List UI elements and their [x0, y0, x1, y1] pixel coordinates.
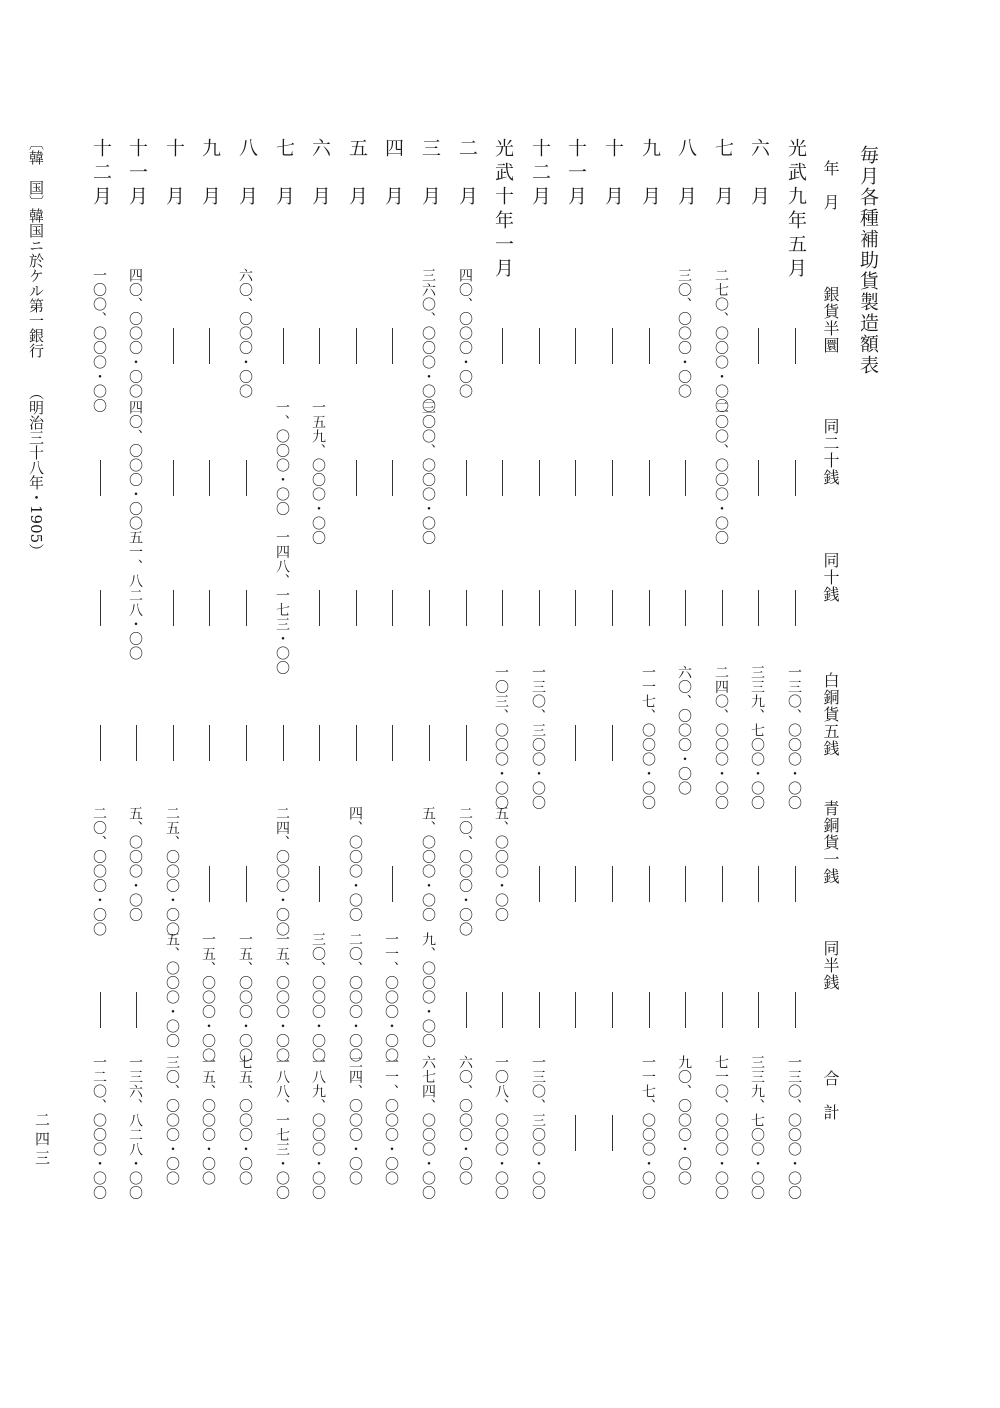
empty-cell-dash — [795, 590, 796, 626]
cell-total: 七一〇、〇〇〇・〇〇 — [713, 1055, 729, 1200]
empty-cell-dash — [649, 328, 650, 364]
empty-cell-dash — [392, 460, 393, 496]
empty-cell-dash — [795, 866, 796, 902]
row-month: 五 月 — [346, 138, 368, 210]
empty-cell-dash — [539, 866, 540, 902]
cell-total: 一二〇、〇〇〇・〇〇 — [91, 1055, 107, 1200]
empty-cell-dash — [649, 992, 650, 1028]
empty-cell-dash — [466, 725, 467, 761]
row-month: 十一月 — [565, 138, 587, 210]
cell-twenty: 四〇、〇〇〇・〇〇 — [127, 400, 143, 531]
cell-bronze-one: 五、〇〇〇・〇〇 — [127, 806, 143, 922]
cell-total: 一八八、一七三・〇〇 — [274, 1055, 290, 1200]
cell-total: 一八九、〇〇〇・〇〇 — [310, 1055, 326, 1200]
cell-bronze-one: 二五、〇〇〇・〇〇 — [164, 806, 180, 937]
empty-cell-dash — [649, 460, 650, 496]
cell-half-sen: 五、〇〇〇・〇〇 — [164, 932, 180, 1048]
cell-nickel-five: 一三〇、三〇〇・〇〇 — [530, 665, 546, 810]
cell-half-sen: 二〇、〇〇〇・〇〇 — [347, 932, 363, 1063]
empty-cell-dash — [283, 328, 284, 364]
empty-cell-dash — [612, 590, 613, 626]
empty-cell-dash — [100, 590, 101, 626]
empty-cell-dash — [685, 992, 686, 1028]
empty-cell-dash — [173, 460, 174, 496]
publication-date: （明治三十八年・1905） — [27, 385, 45, 559]
cell-ten: 五一、八二八・〇〇 — [127, 530, 143, 661]
cell-total: 三三九、七〇〇・〇〇 — [749, 1055, 765, 1200]
row-month: 十一月 — [126, 138, 148, 210]
row-month: 十 月 — [163, 138, 185, 210]
cell-twenty: 一五九、〇〇〇・〇〇 — [310, 400, 326, 545]
row-month: 光武十年一月 — [492, 138, 514, 282]
row-month: 八 月 — [675, 138, 697, 210]
cell-ten: 一四八、一七三・〇〇 — [274, 530, 290, 675]
cell-total: 一五、〇〇〇・〇〇 — [200, 1055, 216, 1186]
empty-cell-dash — [319, 590, 320, 626]
empty-cell-dash — [612, 992, 613, 1028]
cell-half-sen: 一五、〇〇〇・〇〇 — [237, 932, 253, 1063]
cell-silver-half: 二七〇、〇〇〇・〇〇 — [713, 268, 729, 413]
cell-total: 一一、〇〇〇・〇〇 — [383, 1055, 399, 1186]
row-month: 九 月 — [639, 138, 661, 210]
empty-cell-dash — [356, 460, 357, 496]
empty-cell-dash — [758, 866, 759, 902]
empty-cell-dash — [209, 590, 210, 626]
row-month: 九 月 — [199, 138, 221, 210]
header-year-month: 年 月 — [821, 160, 840, 211]
empty-cell-dash — [722, 992, 723, 1028]
empty-cell-dash — [466, 992, 467, 1028]
empty-cell-dash — [466, 460, 467, 496]
empty-cell-dash — [758, 328, 759, 364]
cell-silver-half: 六〇、〇〇〇・〇〇 — [237, 268, 253, 399]
empty-cell-dash — [356, 328, 357, 364]
empty-cell-dash — [356, 590, 357, 626]
empty-cell-dash — [722, 590, 723, 626]
empty-cell-dash — [612, 328, 613, 364]
cell-total: 一〇八、〇〇〇・〇〇 — [493, 1055, 509, 1200]
empty-cell-dash — [539, 328, 540, 364]
empty-cell-dash — [392, 590, 393, 626]
cell-total: 一三六、八二八・〇〇 — [127, 1055, 143, 1200]
cell-bronze-one: 二〇、〇〇〇・〇〇 — [91, 806, 107, 937]
empty-cell-dash — [319, 866, 320, 902]
empty-cell-dash — [246, 866, 247, 902]
empty-cell-dash — [575, 328, 576, 364]
empty-cell-dash — [100, 460, 101, 496]
cell-total: 一一七、〇〇〇・〇〇 — [640, 1055, 656, 1200]
cell-twenty: 一、〇〇〇・〇〇 — [274, 400, 290, 516]
cell-total: 九〇、〇〇〇・〇〇 — [676, 1055, 692, 1186]
empty-cell-dash — [539, 590, 540, 626]
empty-cell-dash — [575, 725, 576, 761]
cell-silver-half: 三〇、〇〇〇・〇〇 — [676, 268, 692, 399]
empty-cell-dash — [795, 992, 796, 1028]
cell-half-sen: 三〇、〇〇〇・〇〇 — [310, 932, 326, 1063]
empty-cell-dash — [575, 866, 576, 902]
empty-cell-dash — [795, 460, 796, 496]
cell-bronze-one: 二〇、〇〇〇・〇〇 — [457, 806, 473, 937]
cell-nickel-five: 二四〇、〇〇〇・〇〇 — [713, 665, 729, 810]
cell-bronze-one: 四、〇〇〇・〇〇 — [347, 806, 363, 922]
cell-twenty: 三〇〇、〇〇〇・〇〇 — [420, 400, 436, 545]
empty-cell-dash — [758, 460, 759, 496]
empty-cell-dash — [612, 1115, 613, 1151]
publication-title: 韓国ニ於ケル第一銀行 — [27, 208, 45, 358]
empty-cell-dash — [649, 866, 650, 902]
empty-cell-dash — [575, 992, 576, 1028]
header-silver-half: 銀貨半圜 — [821, 286, 840, 354]
empty-cell-dash — [722, 866, 723, 902]
empty-cell-dash — [575, 460, 576, 496]
cell-nickel-five: 三三九、七〇〇・〇〇 — [749, 665, 765, 810]
cell-bronze-one: 五、〇〇〇・〇〇 — [493, 806, 509, 922]
empty-cell-dash — [392, 725, 393, 761]
header-ten-sen: 同十銭 — [821, 552, 840, 603]
empty-cell-dash — [173, 725, 174, 761]
cell-silver-half: 一〇〇、〇〇〇・〇〇 — [91, 268, 107, 413]
empty-cell-dash — [319, 725, 320, 761]
empty-cell-dash — [246, 460, 247, 496]
empty-cell-dash — [209, 328, 210, 364]
cell-half-sen: 一五、〇〇〇・〇〇 — [200, 932, 216, 1063]
row-month: 六 月 — [748, 138, 770, 210]
empty-cell-dash — [173, 328, 174, 364]
header-half-sen: 同半銭 — [821, 940, 840, 991]
cell-silver-half: 三六〇、〇〇〇・〇〇 — [420, 268, 436, 413]
cell-total: 一三〇、〇〇〇・〇〇 — [786, 1055, 802, 1200]
empty-cell-dash — [429, 725, 430, 761]
empty-cell-dash — [612, 866, 613, 902]
empty-cell-dash — [649, 590, 650, 626]
cell-total: 六〇、〇〇〇・〇〇 — [457, 1055, 473, 1186]
cell-nickel-five: 一三〇、〇〇〇・〇〇 — [786, 665, 802, 810]
header-nickel-five: 白銅貨五銭 — [821, 672, 840, 757]
empty-cell-dash — [575, 1115, 576, 1151]
empty-cell-dash — [612, 460, 613, 496]
cell-total: 三〇、〇〇〇・〇〇 — [164, 1055, 180, 1186]
cell-half-sen: 一五、〇〇〇・〇〇 — [274, 932, 290, 1063]
empty-cell-dash — [392, 866, 393, 902]
cell-silver-half: 四〇、〇〇〇・〇〇 — [457, 268, 473, 399]
empty-cell-dash — [685, 590, 686, 626]
empty-cell-dash — [502, 328, 503, 364]
empty-cell-dash — [429, 590, 430, 626]
region-label: 〔韓 国〕 — [27, 135, 45, 210]
empty-cell-dash — [758, 590, 759, 626]
cell-bronze-one: 二四、〇〇〇・〇〇 — [274, 806, 290, 937]
row-month: 十二月 — [529, 138, 551, 210]
header-twenty-sen: 同二十銭 — [821, 418, 840, 486]
empty-cell-dash — [209, 725, 210, 761]
empty-cell-dash — [283, 725, 284, 761]
row-month: 光武九年五月 — [785, 138, 807, 282]
header-bronze-one: 青銅貨一銭 — [821, 800, 840, 885]
empty-cell-dash — [173, 590, 174, 626]
empty-cell-dash — [502, 460, 503, 496]
header-total: 合 計 — [821, 1070, 840, 1121]
empty-cell-dash — [100, 725, 101, 761]
empty-cell-dash — [795, 328, 796, 364]
empty-cell-dash — [209, 460, 210, 496]
table-title: 毎月各種補助貨製造額表 — [857, 145, 879, 376]
cell-nickel-five: 一一七、〇〇〇・〇〇 — [640, 665, 656, 810]
row-month: 十 月 — [602, 138, 624, 210]
empty-cell-dash — [392, 328, 393, 364]
empty-cell-dash — [539, 992, 540, 1028]
empty-cell-dash — [136, 725, 137, 761]
empty-cell-dash — [466, 590, 467, 626]
empty-cell-dash — [612, 725, 613, 761]
empty-cell-dash — [685, 460, 686, 496]
cell-silver-half: 四〇、〇〇〇・〇〇 — [127, 268, 143, 399]
cell-half-sen: 九、〇〇〇・〇〇 — [420, 932, 436, 1048]
cell-bronze-one: 五、〇〇〇・〇〇 — [420, 806, 436, 922]
empty-cell-dash — [246, 725, 247, 761]
row-month: 三 月 — [419, 138, 441, 210]
row-month: 七 月 — [712, 138, 734, 210]
row-month: 七 月 — [273, 138, 295, 210]
cell-half-sen: 一一、〇〇〇・〇〇 — [383, 932, 399, 1063]
empty-cell-dash — [319, 328, 320, 364]
empty-cell-dash — [575, 590, 576, 626]
row-month: 六 月 — [309, 138, 331, 210]
cell-total: 二四、〇〇〇・〇〇 — [347, 1055, 363, 1186]
cell-total: 一三〇、三〇〇・〇〇 — [530, 1055, 546, 1200]
cell-total: 六七四、〇〇〇・〇〇 — [420, 1055, 436, 1200]
empty-cell-dash — [539, 460, 540, 496]
row-month: 二 月 — [456, 138, 478, 210]
empty-cell-dash — [685, 866, 686, 902]
empty-cell-dash — [502, 590, 503, 626]
empty-cell-dash — [758, 992, 759, 1028]
row-month: 八 月 — [236, 138, 258, 210]
cell-nickel-five: 六〇、〇〇〇・〇〇 — [676, 665, 692, 796]
empty-cell-dash — [100, 992, 101, 1028]
cell-nickel-five: 一〇三、〇〇〇・〇〇 — [493, 665, 509, 810]
cell-twenty: 二〇〇、〇〇〇・〇〇 — [713, 400, 729, 545]
empty-cell-dash — [246, 590, 247, 626]
cell-total: 七五、〇〇〇・〇〇 — [237, 1055, 253, 1186]
row-month: 十二月 — [90, 138, 112, 210]
row-month: 四 月 — [382, 138, 404, 210]
empty-cell-dash — [209, 866, 210, 902]
empty-cell-dash — [356, 725, 357, 761]
empty-cell-dash — [502, 992, 503, 1028]
empty-cell-dash — [136, 992, 137, 1028]
page-number: 二四三 — [33, 1112, 51, 1169]
